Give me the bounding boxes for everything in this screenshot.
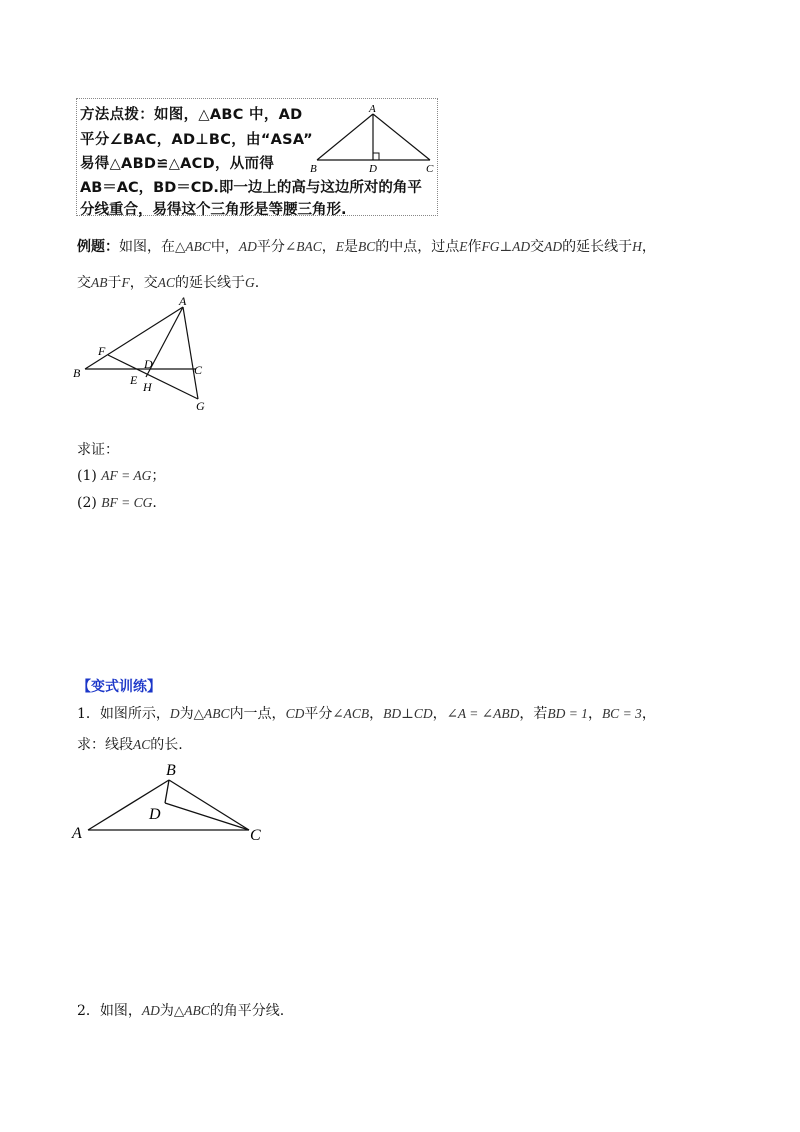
item-expression: BF = CG <box>101 495 153 510</box>
variant-header: 【变式训练】 <box>77 679 161 695</box>
tip-triangle-figure <box>300 100 440 180</box>
q1-label-a: A <box>72 825 82 842</box>
text: ， <box>321 239 336 255</box>
q1-figure <box>66 756 276 848</box>
tip-label-b: B <box>310 163 317 175</box>
example-figure <box>66 294 226 418</box>
text: 为 <box>159 1003 174 1019</box>
math: △ABC <box>173 1003 210 1018</box>
text: 平分 <box>304 706 333 722</box>
text: ， <box>369 706 384 722</box>
q1-label-d: D <box>149 806 161 823</box>
text: 内一点， <box>229 706 286 722</box>
math: AB <box>91 275 108 290</box>
q1-label-b: B <box>166 762 176 779</box>
example-line-1 <box>77 236 656 256</box>
text: 平分 <box>256 239 285 255</box>
tip-line-3: 易得△ABD≌△ACD，从而得 <box>80 156 275 172</box>
math: AD <box>544 239 563 254</box>
math: D <box>169 706 180 721</box>
math: BC <box>357 239 376 254</box>
math: BC = 3 <box>601 706 642 721</box>
example-line-2 <box>77 272 259 292</box>
math: CD <box>285 706 305 721</box>
ex-label-a: A <box>179 294 187 308</box>
ex-label-h: H <box>143 380 152 394</box>
math: AC <box>157 275 176 290</box>
text: 1．如图所示， <box>77 706 170 722</box>
text: . <box>254 275 260 291</box>
math: △ABC <box>175 239 211 254</box>
text: 的中点，过点 <box>375 239 460 255</box>
text: 求：线段 <box>77 737 133 753</box>
math: AC <box>133 737 151 752</box>
math: BD = 1 <box>547 706 588 721</box>
text: 的延长线于 <box>175 275 246 291</box>
text: 交 <box>77 275 91 291</box>
q2-line <box>77 1000 284 1020</box>
text: 如图，在 <box>119 239 175 255</box>
item-end: . <box>152 495 157 511</box>
tip-line-5: 分线重合，易得这个三角形是等腰三角形. <box>80 202 347 218</box>
ex-label-g: G <box>196 399 205 413</box>
tip-label-d: D <box>369 163 377 175</box>
text: 交 <box>530 239 545 255</box>
tip-line-2: 平分∠BAC，AD⊥BC，由“ASA” <box>80 131 313 148</box>
math: H <box>632 239 642 254</box>
item-number: (1) <box>77 468 97 484</box>
math: FG⊥AD <box>481 239 531 254</box>
prove-item-2 <box>77 495 157 511</box>
text: ，交 <box>129 275 158 291</box>
item-expression: AF = AG <box>101 468 152 483</box>
text: 为 <box>179 706 194 722</box>
math: ∠ACB <box>332 706 370 721</box>
math: ∠BAC <box>284 239 322 254</box>
ex-label-b: B <box>73 366 81 380</box>
math: G <box>245 275 255 290</box>
math: AD <box>141 1003 160 1018</box>
text: 中， <box>210 239 239 255</box>
math: AD <box>238 239 257 254</box>
method-tip-text <box>80 103 316 177</box>
prove-item-1 <box>77 465 165 485</box>
tip-label-a: A <box>369 103 376 115</box>
math: E <box>335 239 344 254</box>
text: ， <box>587 706 602 722</box>
tip-label-c: C <box>426 163 434 175</box>
tip-line-4: AB＝AC，BD＝CD.即一边上的高与这边所对的角平 <box>80 180 422 196</box>
math: ∠A = ∠ABD <box>446 706 520 721</box>
example-label: 例题： <box>77 239 119 255</box>
item-number: (2) <box>77 495 97 511</box>
math: E <box>459 239 468 254</box>
text: 于 <box>107 275 122 291</box>
ex-label-e: E <box>130 373 138 387</box>
text: ， <box>641 239 656 255</box>
text: ， <box>432 706 447 722</box>
text: 的延长线于 <box>562 239 633 255</box>
text: 2．如图， <box>77 1003 142 1019</box>
q1-line-2 <box>77 734 183 754</box>
math: △ABC <box>193 706 230 721</box>
ex-label-d: D <box>144 357 153 371</box>
ex-label-c: C <box>194 363 203 377</box>
prove-label: 求证： <box>77 442 119 458</box>
math: BD⊥CD <box>383 706 433 721</box>
text: 的长. <box>150 737 183 753</box>
text: ， <box>641 706 656 722</box>
math: F <box>121 275 130 290</box>
item-end: ； <box>151 468 166 484</box>
tip-line-1: 方法点拨：如图，△ABC 中，AD <box>80 107 303 123</box>
text: 作 <box>467 239 482 255</box>
text: ，若 <box>519 706 548 722</box>
text: 是 <box>343 239 358 255</box>
ex-label-f: F <box>98 344 106 358</box>
q1-label-c: C <box>250 827 261 844</box>
text: 的角平分线. <box>209 1003 285 1019</box>
q1-line-1 <box>77 703 656 723</box>
